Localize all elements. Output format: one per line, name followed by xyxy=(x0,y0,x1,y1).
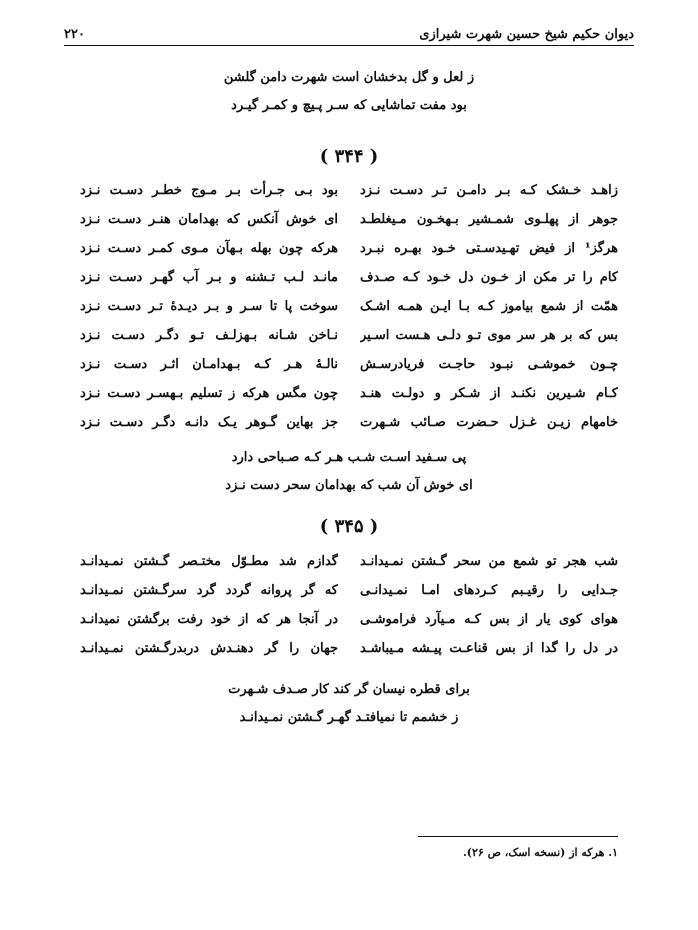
footnote: ۱. هرکه از (نسخه اسک، ص ۲۶). xyxy=(462,846,618,859)
page-number: ۲۲۰ xyxy=(64,27,85,42)
hemistich-first: زاهـد خـشک کـه بـر دامـن تـر دسـت نـزد xyxy=(360,183,618,198)
hemistich-first: بس که بر هر سر موی تـو دلـی هـست اسـیر xyxy=(360,328,618,343)
intro-line-2: بود مفت تماشایی که سـر پـیچ و کمـر گیـرد xyxy=(231,98,467,113)
hemistich-first: همّت از شمع بیاموز کـه بـا ایـن همـه اشـک xyxy=(360,299,618,314)
page-header xyxy=(64,20,634,46)
footnote-divider xyxy=(418,836,618,837)
hemistich-first: جوهر از پهلـوی شمـشیر بـهخـون مـیغلطـد xyxy=(360,212,618,227)
verse-row xyxy=(80,321,618,350)
verse-row xyxy=(80,263,618,292)
closing-line-2: ز خشمم تا نمیافتـد گهـر گـشتن نمـیدانـد xyxy=(239,710,459,725)
verse-row xyxy=(80,605,618,634)
poem-number-344: ( ۳۴۴ ) xyxy=(319,146,379,167)
verse-row xyxy=(80,205,618,234)
hemistich-second: جهان را گر دهنـدش دربدرگـشتن نمـیدانـد xyxy=(80,641,338,656)
hemistich-second: جز بهاین گـوهر یـک دانـه دگـر دسـت نـزد xyxy=(80,415,338,430)
poem-344-closing xyxy=(0,444,698,500)
hemistich-second: که گر پروانه گردد گرد سرگـشتن نمـیدانـد xyxy=(80,583,338,598)
hemistich-second: هرکه چون بهله بـهآن مـوی کمـر دسـت نـزد xyxy=(80,241,338,256)
verse-row xyxy=(80,634,618,663)
hemistich-second: بود بـی جـرأت بـر مـوج خطـر دسـت نـزد xyxy=(80,183,338,198)
verse-row xyxy=(80,408,618,437)
hemistich-first: خامهام زیـن غـزل حـضرت صـائب شـهرت xyxy=(360,415,618,430)
hemistich-second: نـاخن شـانه بـهزلـف تـو دگـر دسـت نـزد xyxy=(80,328,338,343)
verse-row xyxy=(80,547,618,576)
running-title: دیوان حکیم شیخ حسین شهرت شیرازی xyxy=(419,27,634,42)
hemistich-first: هرگز¹ از فیض تهـیدسـتی خـود بهـره نبـرد xyxy=(360,241,618,256)
hemistich-first: جـدایی را رقیـبم کـردهای امـا نمـیدانـی xyxy=(360,583,618,598)
verse-row xyxy=(80,176,618,205)
closing-line-2: ای خوش آن شب که بهدامان سحر دست نـزد xyxy=(225,478,473,493)
verse-row xyxy=(80,350,618,379)
hemistich-first: کـام شـیرین نکنـد از شـکر و دولـت هنـد xyxy=(360,386,618,401)
hemistich-first: شب هجر تو شمع من سحر گـشتن نمـیدانـد xyxy=(360,554,618,569)
poem-345-verses xyxy=(80,547,618,663)
poem-344-verses xyxy=(80,176,618,437)
closing-line-1: پی سـفید اسـت شـب هـر کـه صـباحی دارد xyxy=(231,450,467,465)
hemistich-first: در دل را گدا از بس قناعـت پیـشه مـیباشـد xyxy=(360,641,618,656)
hemistich-first: چـون خموشـی نبـود حاجـت فریادرسـش xyxy=(360,357,618,372)
verse-row xyxy=(80,379,618,408)
hemistich-second: ای خوش آنکس که بهدامان هنـر دسـت نـزد xyxy=(80,212,338,227)
hemistich-first: کام را تر مکن از خـون دل خـود کـه صـدف xyxy=(360,270,618,285)
hemistich-first: هوای کوی یار از بس کـه مـیآرد فراموشـی xyxy=(360,612,618,627)
poem-number-345: ( ۳۴۵ ) xyxy=(319,516,379,537)
hemistich-second: چون مگس هرکه ز تسلیم بـهسـر دسـت نـزد xyxy=(80,386,338,401)
hemistich-second: گدازم شد مطـوّل مختـصر گـشتن نمـیدانـد xyxy=(80,554,338,569)
intro-couplet xyxy=(0,64,698,120)
hemistich-second: مانـد لـب تـشنه و بـر آب گهـر دسـت نـزد xyxy=(80,270,338,285)
hemistich-second: در آنجا هر که از خود رفت برگشتن نمیدانـد xyxy=(80,612,338,627)
hemistich-second: سوخت پا تا سـر و بـر دیـدۀ تـر دسـت نـزد xyxy=(80,299,338,314)
verse-row xyxy=(80,576,618,605)
intro-line-1: ز لعل و گل بدخشان است شهرت دامن گلشن xyxy=(223,70,475,85)
closing-line-1: برای قطره نیسان گر کند کار صـدف شـهرت xyxy=(228,682,470,697)
verse-row xyxy=(80,234,618,263)
poem-345-closing xyxy=(0,676,698,732)
hemistich-second: نالـۀ هـر کـه بـهدامـان اثـر دسـت نـزد xyxy=(80,357,338,372)
verse-row xyxy=(80,292,618,321)
